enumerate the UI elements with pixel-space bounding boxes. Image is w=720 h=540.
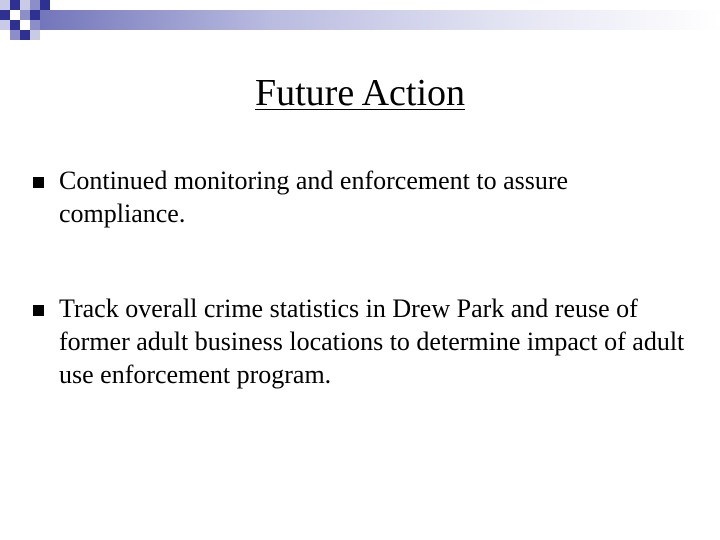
square-bullet-icon — [33, 305, 44, 316]
header-gradient-band — [28, 10, 720, 30]
decorative-header-pattern — [0, 0, 720, 48]
slide-title: Future Action — [254, 72, 466, 114]
bullet-text: Continued monitoring and enforcement to assure compliance. — [59, 166, 569, 228]
square-bullet-icon — [33, 177, 44, 188]
bullet-text: Track overall crime statistics in Drew Park and reuse of former adult business locations to determine impact of adult use enforcement program. — [59, 294, 685, 389]
